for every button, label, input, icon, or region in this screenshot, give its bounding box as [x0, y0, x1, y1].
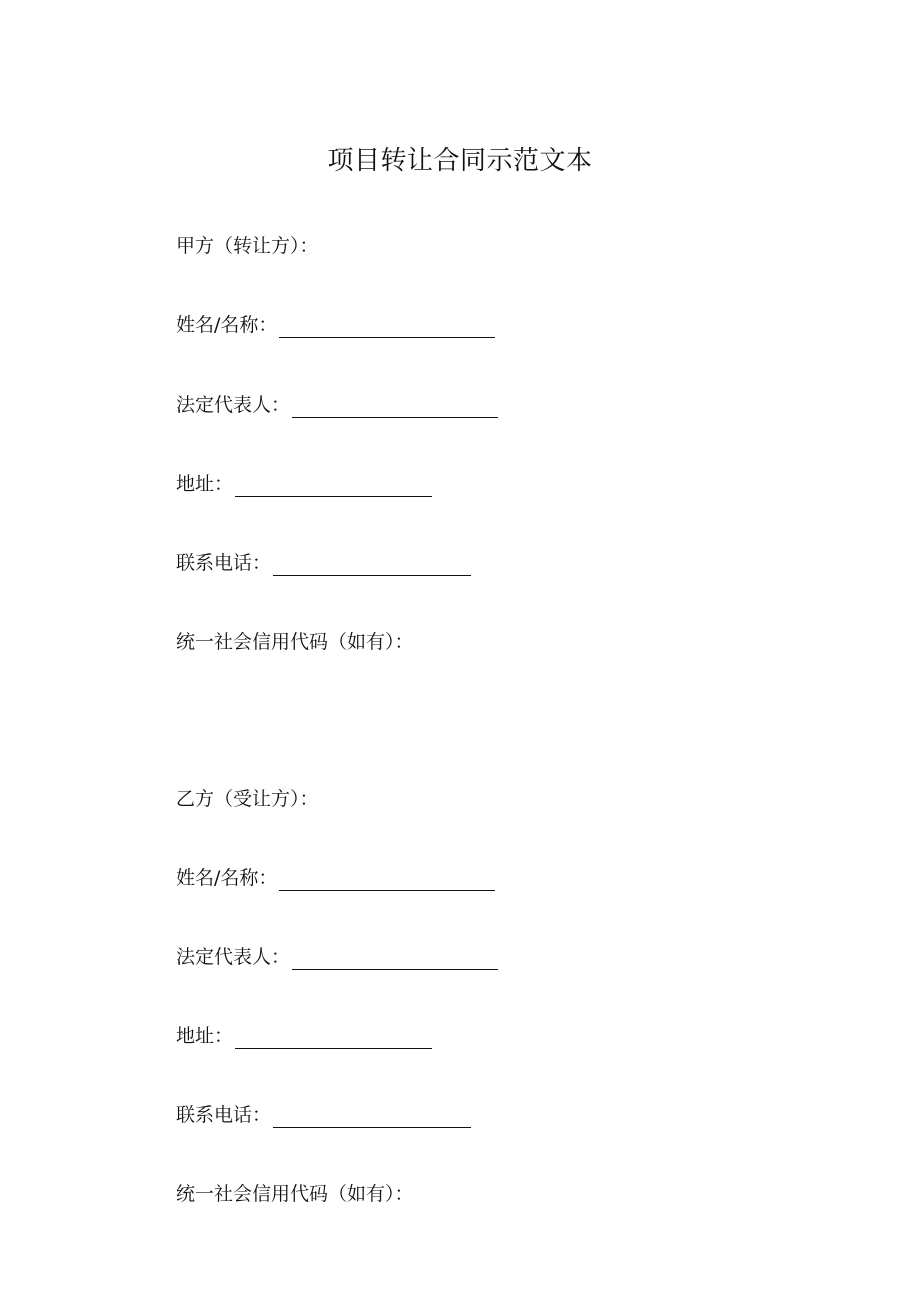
party-b-name-label: 姓名/名称： — [176, 867, 278, 889]
party-a-phone-row — [176, 550, 471, 576]
party-b-address-blank[interactable] — [235, 1028, 432, 1049]
party-b-rep-label: 法定代表人： — [176, 946, 291, 968]
party-a-address-label: 地址： — [176, 473, 234, 495]
party-b-credit-code-row — [176, 1181, 414, 1207]
party-b-phone-blank[interactable] — [273, 1107, 471, 1128]
party-b-phone-label: 联系电话： — [176, 1104, 272, 1126]
party-b-address-row — [176, 1023, 432, 1049]
party-b-rep-blank[interactable] — [292, 949, 498, 970]
party-b-name-row — [176, 865, 495, 891]
party-b-phone-row — [176, 1102, 471, 1128]
party-a-rep-blank[interactable] — [292, 397, 498, 418]
party-a-address-blank[interactable] — [235, 476, 432, 497]
party-a-name-blank[interactable] — [279, 317, 495, 338]
party-a-credit-code-label: 统一社会信用代码（如有）： — [176, 631, 414, 653]
party-b-address-label: 地址： — [176, 1025, 234, 1047]
party-a-name-label: 姓名/名称： — [176, 314, 278, 336]
party-a-address-row — [176, 471, 432, 497]
party-a-phone-blank[interactable] — [273, 555, 471, 576]
party-a-heading — [176, 233, 319, 259]
party-a-phone-label: 联系电话： — [176, 552, 272, 574]
party-a-rep-row — [176, 392, 498, 418]
party-a-rep-label: 法定代表人： — [176, 394, 291, 416]
document-title: 项目转让合同示范文本 — [327, 146, 593, 176]
party-b-rep-row — [176, 944, 498, 970]
party-a-credit-code-row — [176, 629, 414, 655]
party-b-credit-code-label: 统一社会信用代码（如有）： — [176, 1183, 414, 1205]
party-b-heading-text: 乙方（受让方）： — [176, 788, 319, 810]
party-b-name-blank[interactable] — [279, 870, 495, 891]
party-a-heading-text: 甲方（转让方）： — [176, 235, 319, 257]
party-a-name-row — [176, 312, 495, 338]
party-b-heading — [176, 786, 319, 812]
